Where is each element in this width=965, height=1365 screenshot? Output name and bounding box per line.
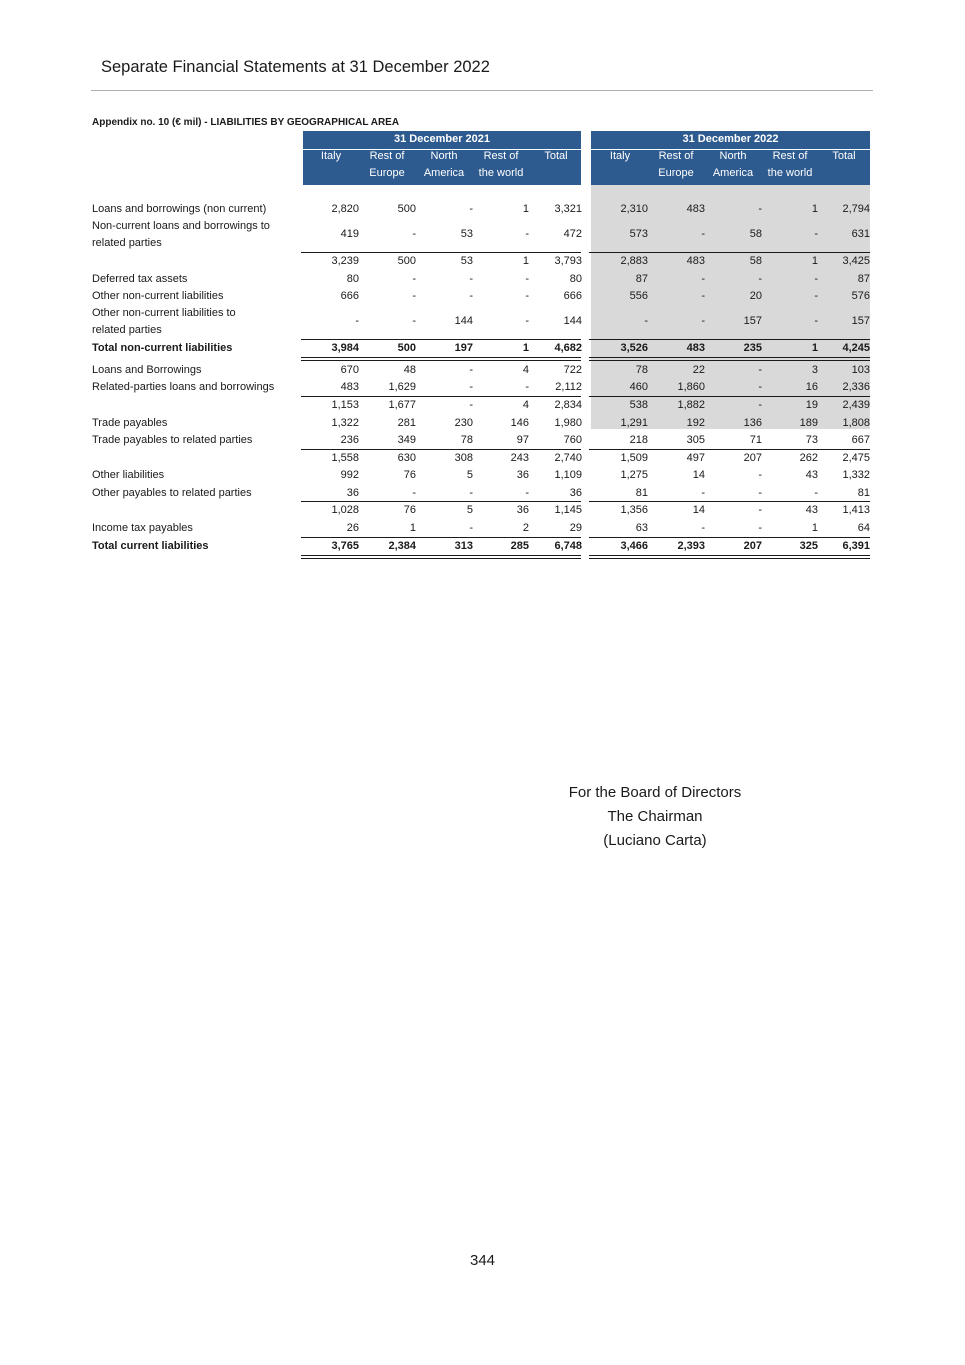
value-cell: 5 — [466, 504, 473, 516]
column-header: Rest of — [369, 150, 405, 162]
table-row — [91, 485, 873, 502]
row-label: Trade payables — [92, 417, 168, 429]
value-cell: - — [412, 273, 416, 285]
table-row — [91, 502, 873, 519]
value-cell: 573 — [629, 228, 648, 240]
value-cell: 667 — [851, 434, 870, 446]
value-cell: 3,425 — [842, 255, 870, 267]
value-cell: 2,475 — [842, 452, 870, 464]
value-cell: 472 — [563, 228, 582, 240]
double-underline — [301, 357, 581, 361]
value-cell: - — [469, 522, 473, 534]
value-cell: 1,322 — [331, 417, 359, 429]
value-cell: 144 — [563, 315, 582, 327]
value-cell: - — [355, 315, 359, 327]
column-header: Italy — [609, 150, 631, 162]
value-cell: 576 — [851, 290, 870, 302]
value-cell: 97 — [516, 434, 529, 446]
subtotal-rule — [589, 396, 870, 397]
value-cell: 2,820 — [331, 203, 359, 215]
value-cell: 1 — [522, 203, 529, 215]
value-cell: 1,356 — [620, 504, 648, 516]
value-cell: 2,740 — [554, 452, 582, 464]
value-cell: 325 — [799, 540, 818, 552]
value-cell: - — [758, 522, 762, 534]
value-cell: 6,748 — [554, 540, 582, 552]
table-row — [91, 271, 873, 288]
subtotal-rule — [301, 339, 581, 340]
row-label: Non-current loans and borrowings to related parties — [92, 220, 270, 249]
value-cell: 500 — [397, 203, 416, 215]
value-cell: 630 — [397, 452, 416, 464]
value-cell: 76 — [403, 469, 416, 481]
row-label: Loans and borrowings (non current) — [92, 203, 267, 215]
value-cell: 29 — [569, 522, 582, 534]
value-cell: - — [469, 273, 473, 285]
value-cell: - — [469, 487, 473, 499]
value-cell: - — [644, 315, 648, 327]
period-header: 31 December 2021 — [393, 133, 490, 145]
value-cell: - — [525, 273, 529, 285]
value-cell: - — [701, 290, 705, 302]
value-cell: 53 — [460, 228, 473, 240]
value-cell: 1,145 — [554, 504, 582, 516]
value-cell: 483 — [686, 255, 705, 267]
value-cell: - — [412, 315, 416, 327]
column-header: Total — [544, 150, 568, 162]
value-cell: 3,239 — [331, 255, 359, 267]
value-cell: 36 — [569, 487, 582, 499]
value-cell: 349 — [397, 434, 416, 446]
table-row — [91, 415, 873, 432]
table-row — [91, 520, 873, 537]
value-cell: 63 — [635, 522, 648, 534]
value-cell: 1 — [811, 342, 818, 354]
value-cell: 2,439 — [842, 399, 870, 411]
subtotal-rule — [589, 252, 870, 253]
column-header: Rest of — [772, 150, 808, 162]
value-cell: 1,413 — [842, 504, 870, 516]
value-cell: 243 — [510, 452, 529, 464]
value-cell: 483 — [686, 342, 705, 354]
column-header: Rest of — [483, 150, 519, 162]
value-cell: 760 — [563, 434, 582, 446]
page-header-title: Separate Financial Statements at 31 December 2022 — [101, 58, 490, 76]
value-cell: 14 — [692, 469, 705, 481]
value-cell: 136 — [743, 417, 762, 429]
column-header-line2: Europe — [658, 167, 694, 179]
column-header: Rest of — [658, 150, 694, 162]
value-cell: 87 — [635, 273, 648, 285]
value-cell: 1 — [811, 255, 818, 267]
value-cell: 36 — [516, 504, 529, 516]
value-cell: - — [412, 228, 416, 240]
signature-line-board: For the Board of Directors — [568, 784, 742, 801]
value-cell: 1,677 — [388, 399, 416, 411]
value-cell: 3,526 — [620, 342, 648, 354]
value-cell: 992 — [340, 469, 359, 481]
subtotal-rule — [301, 537, 581, 538]
subtotal-rule — [589, 339, 870, 340]
page-number: 344 — [469, 1252, 496, 1269]
row-label: Income tax payables — [92, 522, 193, 534]
value-cell: 14 — [692, 504, 705, 516]
column-header: North — [719, 150, 747, 162]
period-header-band — [591, 131, 870, 185]
value-cell: 1,882 — [677, 399, 705, 411]
value-cell: 207 — [743, 540, 762, 552]
row-label: Other payables to related parties — [92, 487, 252, 499]
value-cell: 53 — [460, 255, 473, 267]
value-cell: 4,245 — [842, 342, 870, 354]
value-cell: 281 — [397, 417, 416, 429]
value-cell: 631 — [851, 228, 870, 240]
value-cell: 22 — [692, 364, 705, 376]
value-cell: 144 — [454, 315, 473, 327]
signature-line-name: (Luciano Carta) — [603, 832, 707, 849]
column-header: Italy — [320, 150, 342, 162]
value-cell: 305 — [686, 434, 705, 446]
table-row — [91, 467, 873, 484]
row-label: Trade payables to related parties — [92, 434, 253, 446]
value-cell: - — [469, 381, 473, 393]
value-cell: - — [469, 399, 473, 411]
double-underline — [301, 555, 581, 559]
value-cell: 19 — [805, 399, 818, 411]
value-cell: 2,112 — [555, 381, 582, 393]
value-cell: 157 — [851, 315, 870, 327]
value-cell: 36 — [516, 469, 529, 481]
value-cell: 43 — [805, 469, 818, 481]
value-cell: - — [412, 290, 416, 302]
value-cell: 197 — [454, 342, 473, 354]
value-cell: 4 — [522, 364, 529, 376]
value-cell: 2 — [522, 522, 529, 534]
value-cell: 2,384 — [388, 540, 416, 552]
value-cell: - — [469, 290, 473, 302]
value-cell: 81 — [635, 487, 648, 499]
value-cell: 1 — [811, 522, 818, 534]
column-header-line2: the world — [478, 167, 524, 179]
value-cell: 189 — [799, 417, 818, 429]
value-cell: 4,682 — [554, 342, 582, 354]
table-row — [91, 218, 873, 252]
value-cell: 64 — [857, 522, 870, 534]
value-cell: - — [758, 469, 762, 481]
subtotal-rule — [589, 501, 870, 502]
value-cell: 497 — [686, 452, 705, 464]
value-cell: - — [525, 381, 529, 393]
value-cell: - — [469, 364, 473, 376]
value-cell: - — [701, 273, 705, 285]
table-row — [91, 432, 873, 449]
value-cell: 2,393 — [677, 540, 705, 552]
subtotal-rule — [301, 501, 581, 502]
table-row — [91, 253, 873, 270]
value-cell: 500 — [397, 255, 416, 267]
value-cell: - — [814, 487, 818, 499]
value-cell: 556 — [629, 290, 648, 302]
value-cell: 1 — [811, 203, 818, 215]
value-cell: 87 — [857, 273, 870, 285]
value-cell: - — [412, 487, 416, 499]
value-cell: - — [701, 228, 705, 240]
value-cell: 262 — [799, 452, 818, 464]
row-label: Other non-current liabilities to related parties — [92, 307, 236, 336]
value-cell: 2,834 — [554, 399, 582, 411]
value-cell: 73 — [805, 434, 818, 446]
value-cell: 1,153 — [331, 399, 359, 411]
value-cell: 313 — [454, 540, 473, 552]
table-row — [91, 397, 873, 414]
value-cell: 666 — [563, 290, 582, 302]
value-cell: 1,509 — [620, 452, 648, 464]
value-cell: 666 — [340, 290, 359, 302]
value-cell: 78 — [635, 364, 648, 376]
value-cell: 3,984 — [331, 342, 359, 354]
value-cell: 3,466 — [620, 540, 648, 552]
value-cell: 5 — [466, 469, 473, 481]
row-label: Total non-current liabilities — [92, 342, 233, 354]
value-cell: 3,321 — [554, 203, 582, 215]
value-cell: 2,794 — [842, 203, 870, 215]
value-cell: 43 — [805, 504, 818, 516]
column-header-line2: Europe — [369, 167, 405, 179]
row-label: Deferred tax assets — [92, 273, 188, 285]
value-cell: 1,860 — [677, 381, 705, 393]
value-cell: 58 — [749, 228, 762, 240]
value-cell: 2,336 — [842, 381, 870, 393]
value-cell: 1 — [522, 342, 529, 354]
row-label: Loans and Borrowings — [92, 364, 202, 376]
value-cell: 1 — [409, 522, 416, 534]
subtotal-rule — [589, 449, 870, 450]
value-cell: 670 — [340, 364, 359, 376]
value-cell: - — [525, 315, 529, 327]
table-row — [91, 305, 873, 339]
value-cell: - — [758, 381, 762, 393]
value-cell: 1,109 — [554, 469, 582, 481]
value-cell: 80 — [569, 273, 582, 285]
table-row — [91, 201, 873, 218]
value-cell: 419 — [340, 228, 359, 240]
value-cell: 483 — [686, 203, 705, 215]
value-cell: 1,558 — [331, 452, 359, 464]
value-cell: - — [814, 315, 818, 327]
signature-block — [540, 781, 770, 853]
value-cell: 1,275 — [620, 469, 648, 481]
value-cell: 722 — [563, 364, 582, 376]
table-row — [91, 362, 873, 379]
header-divider — [91, 90, 873, 91]
subtotal-rule — [301, 252, 581, 253]
value-cell: 1,980 — [554, 417, 582, 429]
value-cell: 285 — [510, 540, 529, 552]
value-cell: 16 — [805, 381, 818, 393]
value-cell: 1,629 — [388, 381, 416, 393]
value-cell: 71 — [749, 434, 762, 446]
value-cell: 460 — [629, 381, 648, 393]
row-label: Total current liabilities — [92, 540, 209, 552]
value-cell: 26 — [346, 522, 359, 534]
value-cell: 58 — [749, 255, 762, 267]
value-cell: - — [758, 203, 762, 215]
value-cell: 236 — [340, 434, 359, 446]
value-cell: 218 — [629, 434, 648, 446]
value-cell: 36 — [346, 487, 359, 499]
value-cell: 103 — [851, 364, 870, 376]
value-cell: 146 — [510, 417, 529, 429]
value-cell: 2,310 — [620, 203, 648, 215]
value-cell: 230 — [454, 417, 473, 429]
value-cell: 3,765 — [331, 540, 359, 552]
row-label: Related-parties loans and borrowings — [92, 381, 275, 393]
table-title: Appendix no. 10 (€ mil) - LIABILITIES BY GEOGRAPHICAL AREA — [92, 117, 400, 128]
value-cell: 3,793 — [554, 255, 582, 267]
value-cell: 4 — [522, 399, 529, 411]
value-cell: 1,808 — [842, 417, 870, 429]
value-cell: 48 — [403, 364, 416, 376]
column-header: North — [430, 150, 458, 162]
column-header: Total — [832, 150, 856, 162]
column-header-line2: the world — [767, 167, 813, 179]
value-cell: - — [525, 290, 529, 302]
value-cell: 1,028 — [331, 504, 359, 516]
column-header-line2: America — [423, 167, 465, 179]
row-label: Other liabilities — [92, 469, 165, 481]
value-cell: 500 — [397, 342, 416, 354]
period-header-band — [303, 131, 581, 185]
table-row — [91, 538, 873, 555]
value-cell: - — [814, 290, 818, 302]
value-cell: - — [758, 273, 762, 285]
value-cell: - — [758, 487, 762, 499]
value-cell: 3 — [811, 364, 818, 376]
value-cell: - — [814, 273, 818, 285]
value-cell: 76 — [403, 504, 416, 516]
value-cell: 192 — [686, 417, 705, 429]
row-label: Other non-current liabilities — [92, 290, 224, 302]
value-cell: 235 — [743, 342, 762, 354]
value-cell: - — [701, 487, 705, 499]
value-cell: 2,883 — [620, 255, 648, 267]
value-cell: - — [701, 315, 705, 327]
value-cell: 538 — [629, 399, 648, 411]
column-header-line2: America — [712, 167, 754, 179]
value-cell: 1,291 — [620, 417, 648, 429]
value-cell: - — [758, 399, 762, 411]
double-underline — [589, 357, 870, 361]
period-header: 31 December 2022 — [682, 133, 779, 145]
table-row — [91, 450, 873, 467]
value-cell: 1 — [522, 255, 529, 267]
value-cell: 308 — [454, 452, 473, 464]
value-cell: 483 — [340, 381, 359, 393]
value-cell: 6,391 — [842, 540, 870, 552]
value-cell: - — [525, 228, 529, 240]
value-cell: - — [525, 487, 529, 499]
value-cell: 20 — [749, 290, 762, 302]
double-underline — [589, 555, 870, 559]
signature-line-role: The Chairman — [607, 808, 703, 825]
table-row — [91, 379, 873, 396]
value-cell: 207 — [743, 452, 762, 464]
value-cell: - — [701, 522, 705, 534]
value-cell: 1,332 — [842, 469, 870, 481]
value-cell: 157 — [743, 315, 762, 327]
subtotal-rule — [301, 449, 581, 450]
table-row — [91, 340, 873, 357]
subtotal-rule — [301, 396, 581, 397]
value-cell: - — [469, 203, 473, 215]
value-cell: 78 — [460, 434, 473, 446]
value-cell: 81 — [857, 487, 870, 499]
value-cell: - — [758, 504, 762, 516]
value-cell: 80 — [346, 273, 359, 285]
subtotal-rule — [589, 537, 870, 538]
table-row — [91, 288, 873, 305]
value-cell: - — [758, 364, 762, 376]
value-cell: - — [814, 228, 818, 240]
